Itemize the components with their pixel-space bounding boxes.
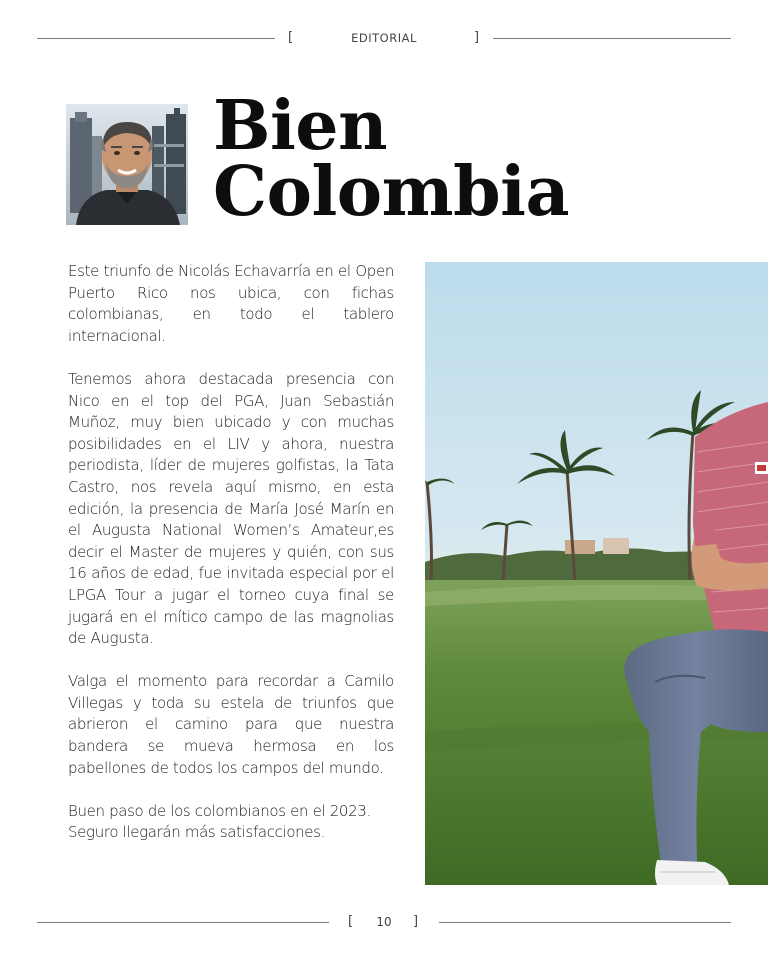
header-rule-left: [37, 38, 275, 39]
article-paragraph: Valga el momento para recordar a Camilo Villegas y toda su estela de triunfos que abrieron el camino para que nuestra bandera se mueva hermosa en los pabellones de todos los campos del mundo.: [68, 672, 394, 777]
header-rule-right: [493, 38, 731, 39]
golfer-hero-image: [425, 262, 768, 885]
footer-rule-left: [37, 922, 329, 923]
article-paragraph: Este triunfo de Nicolás Echavarría en el Open Puerto Rico nos ubica, con fichas colombianas, en todo el tablero internacional.: [68, 262, 394, 345]
footer-rule-right: [439, 922, 731, 923]
article-title: [213, 86, 570, 232]
header-bracket-open: [: [288, 30, 294, 45]
title-line-2: Colombia: [213, 152, 570, 232]
footer-bracket-close: ]: [413, 914, 419, 929]
author-portrait-image: [66, 104, 188, 225]
title-line-1: Bien: [213, 86, 388, 166]
section-label: EDITORIAL: [351, 31, 417, 45]
article-body: [68, 261, 394, 866]
page-number: 10: [376, 915, 392, 929]
article-paragraph: Tenemos ahora destacada presencia con Nico en el top del PGA, Juan Sebastián Muñoz, muy bien ubicado y con muchas posibilidades en el LIV y ahora, nuestra periodista, líder de mujeres golfistas, la Tata Castro, nos revela aquí mismo, en esta edición, la presencia de María José Marín en el Augusta National Women’s Amateur,es decir el Master de mujeres y quién, con sus 16 años de edad, fue invitada especial por el LPGA Tour a jugar el torneo cuya final se jugará en el mítico campo de las magnolias de Augusta.: [68, 369, 394, 648]
footer-bracket-open: [: [348, 914, 354, 929]
article-paragraph: Buen paso de los colombianos en el 2023. Seguro llegarán más satisfacciones.: [68, 801, 371, 842]
header-bracket-close: ]: [474, 30, 480, 45]
